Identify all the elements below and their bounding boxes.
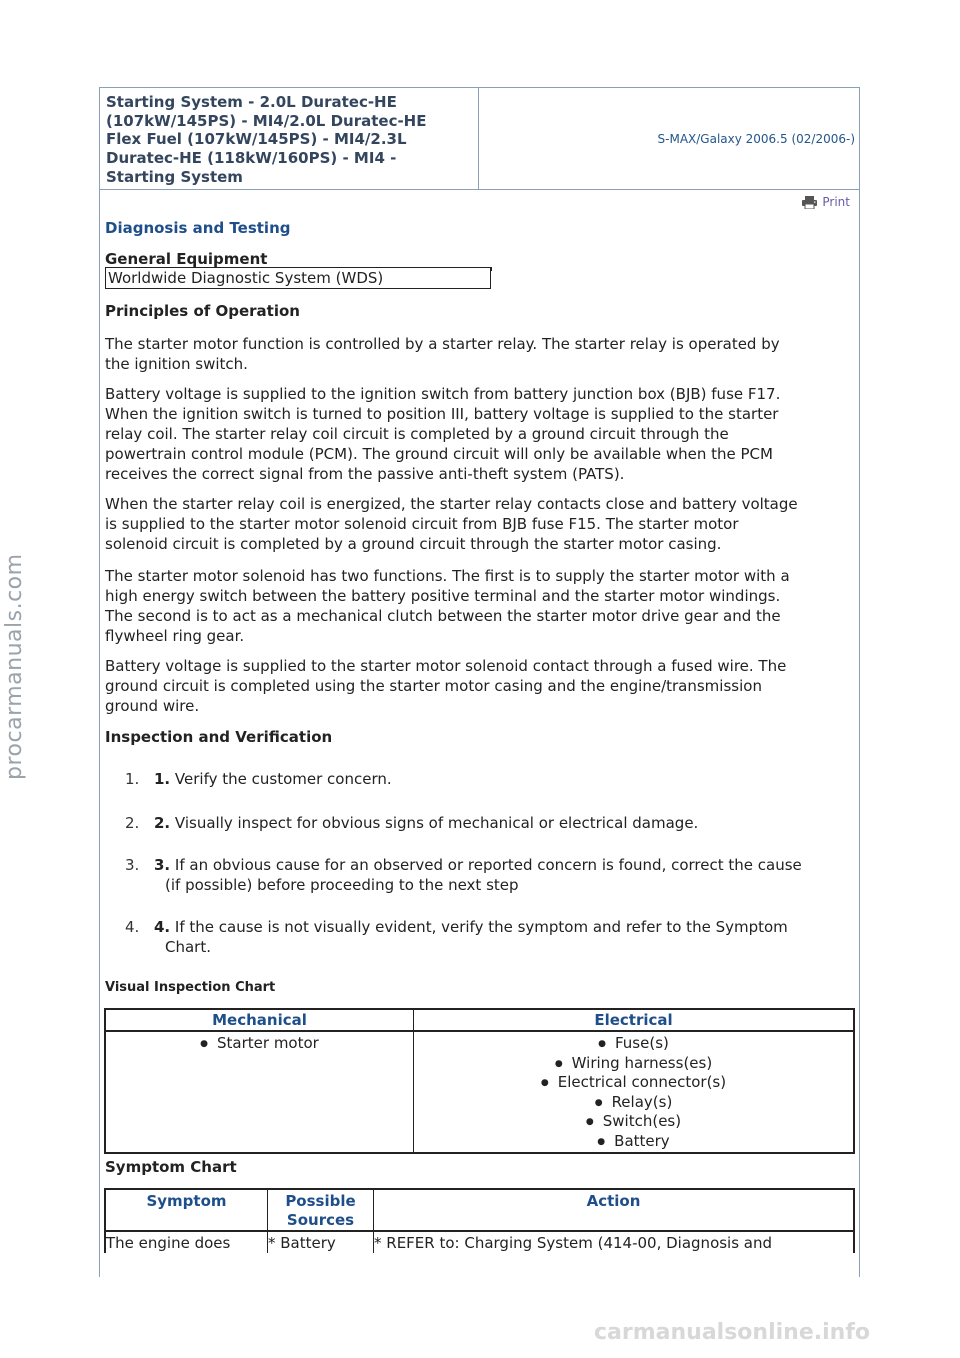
electrical-cell (414, 1031, 855, 1153)
paragraph: Battery voltage is supplied to the starter motor solenoid contact through a fused wire. The ground circuit is completed using the starter motor casing and the engine/transmission ground wire. (105, 657, 787, 715)
visual-inspection-table (104, 1008, 855, 1154)
equipment-item: Worldwide Diagnostic System (WDS) (105, 267, 491, 289)
print-button[interactable] (802, 195, 850, 209)
vehicle-model (480, 88, 859, 189)
inspection-heading: Inspection and Verification (105, 728, 333, 746)
list-item: ● Switch(es) (414, 1112, 853, 1132)
general-equipment-heading: General Equipment (105, 250, 268, 268)
mechanical-cell (105, 1031, 414, 1153)
paragraph: The starter motor solenoid has two functions. The first is to supply the starter motor with a high energy switch between the battery positive terminal and the starter motor windings. The second is to act as a mechanical clutch between the starter motor drive gear and the flywheel ring gear. (105, 567, 790, 645)
column-header: Possible Sources (268, 1189, 374, 1231)
visual-inspection-chart-title: Visual Inspection Chart (105, 980, 276, 995)
document-title (100, 88, 479, 189)
symptom-cell: The engine does (105, 1231, 268, 1253)
symptom-chart-heading: Symptom Chart (105, 1158, 237, 1176)
column-header: Symptom (105, 1189, 268, 1231)
column-header: Electrical (414, 1009, 855, 1031)
column-header: Action (374, 1189, 855, 1231)
column-header: Mechanical (105, 1009, 414, 1031)
list-item: ● Electrical connector(s) (414, 1073, 853, 1093)
title-line: Flex Fuel (107kW/145PS) - MI4/2.3L (106, 130, 407, 149)
principles-heading: Principles of Operation (105, 302, 300, 320)
list-item: ● Relay(s) (414, 1093, 853, 1113)
paragraph: When the starter relay coil is energized, the starter relay contacts close and battery voltage is supplied to the starter motor solenoid circuit from BJB fuse F15. The starter motor solenoid circuit is completed by a ground circuit through the starter motor casing. (105, 495, 798, 553)
action-cell: * REFER to: Charging System (414-00, Diagnosis and (374, 1231, 855, 1253)
title-line: Starting System (106, 167, 243, 186)
list-item: ● Starter motor (106, 1034, 413, 1054)
list-item: ● Wiring harness(es) (414, 1054, 853, 1074)
printer-icon (802, 196, 817, 209)
symptom-table (104, 1188, 855, 1253)
title-line: (107kW/145PS) - MI4/2.0L Duratec-HE (106, 111, 427, 130)
vehicle-model-text: S-MAX/Galaxy 2006.5 (02/2006-) (657, 131, 855, 146)
title-line: Duratec-HE (118kW/160PS) - MI4 - (106, 149, 397, 168)
list-item: ● Fuse(s) (414, 1034, 853, 1054)
list-item: ● Battery (414, 1132, 853, 1152)
paragraph: Battery voltage is supplied to the ignition switch from battery junction box (BJB) fuse F17. When the ignition switch is turned to position III, battery voltage is supplied to the starter relay coil. The starter relay coil circuit is completed by a ground circuit through the powertrain control module (PCM). The ground circuit will only be available when the PCM receives the correct signal from the passive anti-theft system (PATS). (105, 385, 781, 483)
title-line: Starting System - 2.0L Duratec-HE (106, 93, 397, 111)
equipment-divider (491, 267, 492, 271)
print-label: Print (822, 195, 850, 209)
side-watermark: procarmanuals.com (2, 553, 27, 780)
header-row (100, 88, 859, 190)
bottom-watermark: carmanualsonline.info (594, 1320, 870, 1345)
paragraph: The starter motor function is controlled by a starter relay. The starter relay is operated by the ignition switch. (105, 335, 780, 373)
source-cell: * Battery (268, 1231, 374, 1253)
diagnosis-heading: Diagnosis and Testing (105, 219, 291, 237)
